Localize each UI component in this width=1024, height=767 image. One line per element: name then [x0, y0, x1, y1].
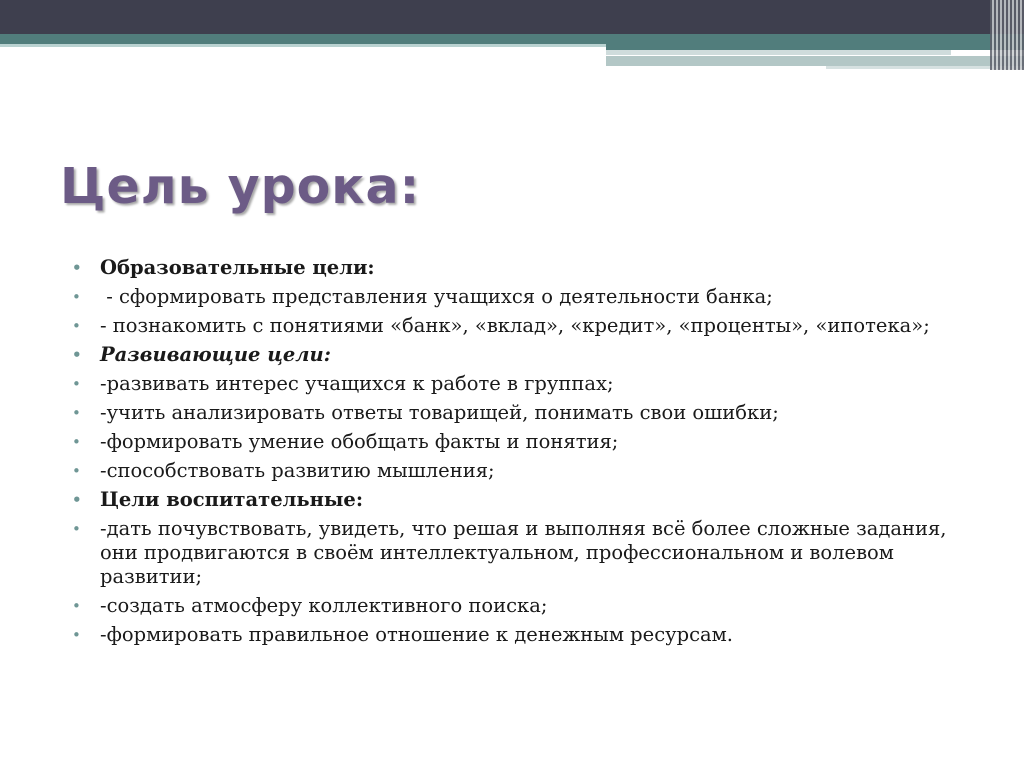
list-item: • Цели воспитательные:: [72, 488, 364, 511]
bullet-icon: •: [72, 259, 82, 277]
bullet-icon: •: [72, 346, 82, 364]
header-bar-dark: [0, 0, 1024, 34]
list-item: • -дать почувствовать, увидеть, что решая и выполняя всё более сложные задания, они продвигаются в своём интеллектуальном, профессиональном и волевом развитии;: [72, 517, 947, 588]
bullet-icon: •: [72, 597, 81, 615]
list-item: • -учить анализировать ответы товарищей, понимать свои ошибки;: [72, 401, 779, 424]
goals-list: [70, 256, 970, 652]
bullet-icon: •: [72, 288, 81, 306]
bullet-icon: •: [72, 375, 81, 393]
header-bar-teal-light: [0, 44, 606, 47]
list-item: • -формировать умение обобщать факты и понятия;: [72, 430, 619, 453]
bullet-icon: •: [72, 433, 81, 451]
bullet-icon: •: [72, 404, 81, 422]
list-item: • - познакомить с понятиями «банк», «вклад», «кредит», «проценты», «ипотека»;: [72, 314, 930, 337]
header-bar-grey-1: [606, 50, 951, 55]
list-item: • -формировать правильное отношение к денежным ресурсам.: [72, 623, 733, 646]
bullet-icon: •: [72, 520, 81, 538]
header-stripes: [990, 0, 1024, 70]
list-item: • -создать атмосферу коллективного поиска;: [72, 594, 548, 617]
header-bar-grey-2: [606, 56, 1024, 66]
slide-title: Цель урока:: [60, 158, 421, 215]
bullet-icon: •: [72, 462, 81, 480]
list-item: • - сформировать представления учащихся о деятельности банка;: [72, 285, 773, 308]
list-item: • Развивающие цели:: [72, 343, 331, 366]
bullet-icon: •: [72, 491, 82, 509]
bullet-icon: •: [72, 317, 81, 335]
header-bar-teal: [0, 34, 1024, 44]
list-item: • -способствовать развитию мышления;: [72, 459, 495, 482]
list-item: • Образовательные цели:: [72, 256, 375, 279]
list-item: • -развивать интерес учащихся к работе в группах;: [72, 372, 614, 395]
bullet-icon: •: [72, 626, 81, 644]
